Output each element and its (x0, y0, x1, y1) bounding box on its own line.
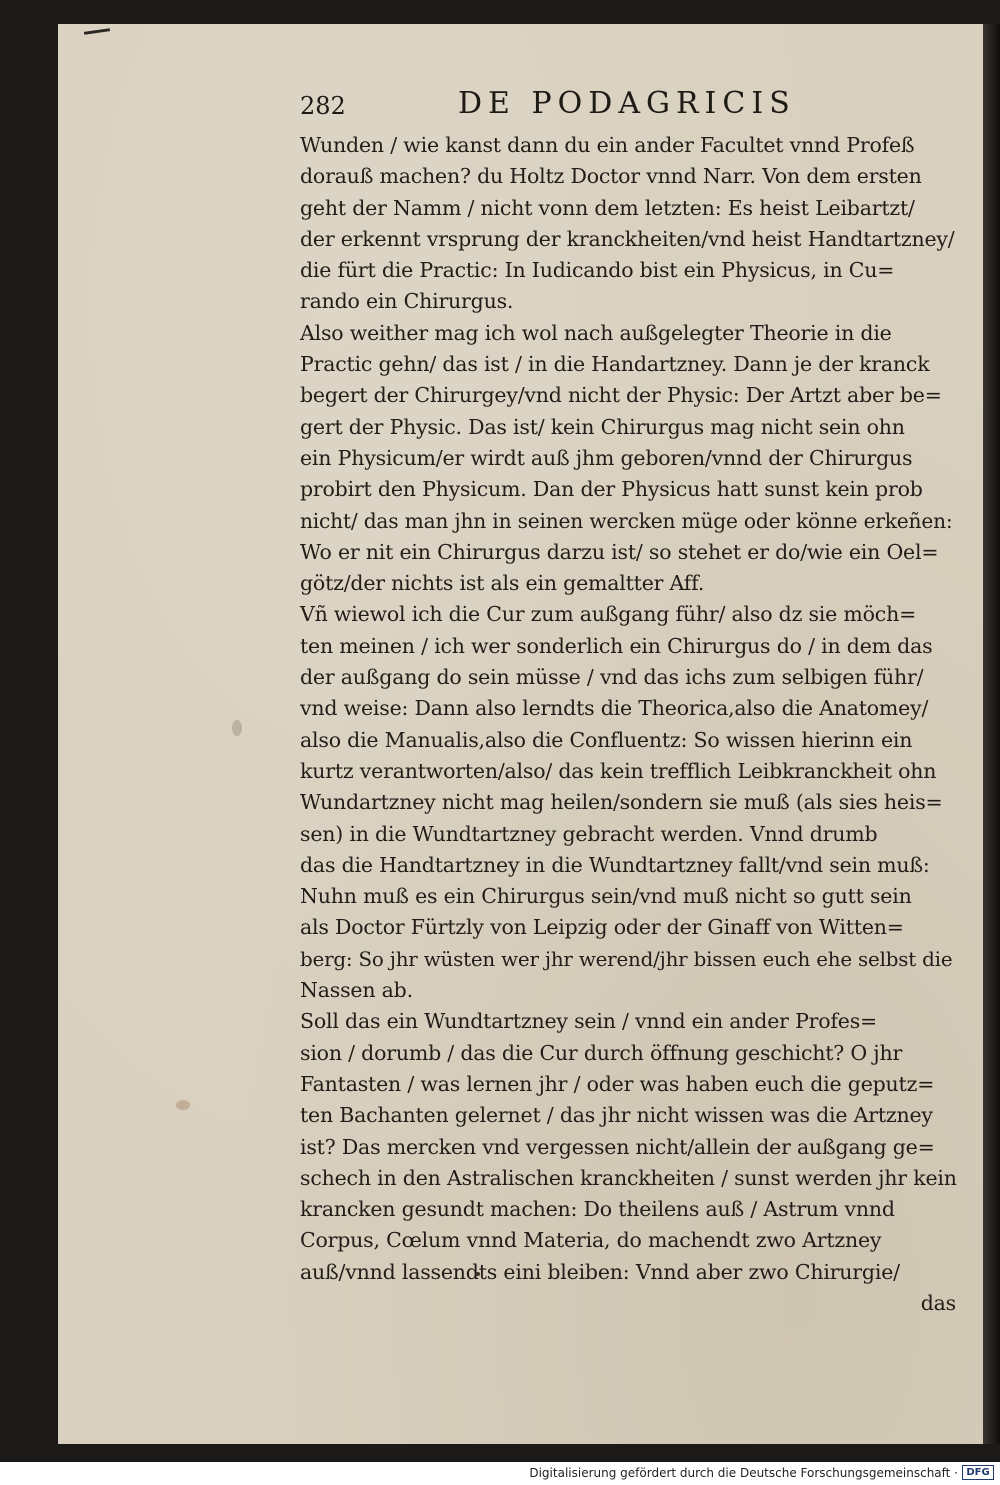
text-line: sion / dorumb / das die Cur durch öffnung geschicht? O jhr (300, 1040, 903, 1065)
footer-bar (0, 1462, 1000, 1485)
body-text (300, 130, 960, 1319)
text-line: Also weither mag ich wol nach außgelegter Theorie in die (300, 320, 892, 345)
text-line: Wunden / wie kanst dann du ein ander Facultet vnnd Profeß (300, 133, 915, 157)
text-line: götz/der nichts ist als ein gemaltter Aff. (300, 571, 705, 596)
text-line: probirt den Physicum. Dan der Physicus hatt sunst kein prob (300, 477, 923, 502)
text-line: der erkennt vrsprung der kranckheiten/vnd heist Handtartzney/ (300, 226, 955, 251)
text-line: die fürt die Practic: In Iudicando bist ein Physicus, in Cu= (300, 258, 895, 283)
paper-stain (176, 1100, 190, 1110)
paper-stain (232, 720, 242, 736)
text-line: Soll das ein Wundtartzney sein / vnnd ein ander Profes= (300, 1009, 878, 1034)
text-line: der außgang do sein müsse / vnd das ichs zum selbigen führ/ (300, 665, 924, 690)
text-line: Vñ wiewol ich die Cur zum außgang führ/ also dz sie möch= (300, 602, 917, 627)
text-line: also die Manualis,also die Confluentz: So wissen hierinn ein (300, 727, 913, 752)
funding-credit: Digitalisierung gefördert durch die Deutsche Forschungsgemeinschaft · (529, 1466, 958, 1480)
book-edge (983, 24, 1000, 1444)
text-line: gert der Physic. Das ist/ kein Chirurgus mag nicht sein ohn (300, 414, 905, 439)
text-line: schech in den Astralischen kranckheiten / sunst werden jhr kein (300, 1165, 957, 1190)
text-line: geht der Namm / nicht vonn dem letzten: Es heist Leibartzt/ (300, 195, 915, 220)
text-line: ein Physicum/er wirdt auß jhm geboren/vnnd der Chirurgus (300, 445, 913, 470)
text-line: rando ein Chirurgus. (300, 289, 514, 314)
text-line: vnd weise: Dann also lerndts die Theorica,also die Anatomey/ (300, 696, 929, 721)
text-line: ten meinen / ich wer sonderlich ein Chirurgus do / in dem das (300, 633, 933, 658)
text-line: krancken gesundt machen: Do theilens auß / Astrum vnnd (300, 1197, 895, 1222)
text-line: Wundartzney nicht mag heilen/sondern sie muß (als sies heis= (300, 790, 943, 815)
dfg-logo: DFG (962, 1465, 994, 1480)
page-number: 282 (300, 92, 346, 120)
text-line: begert der Chirurgey/vnd nicht der Physic: Der Artzt aber be= (300, 383, 942, 408)
text-line: Practic gehn/ das ist / in die Handartzney. Dann je der kranck (300, 352, 930, 377)
text-line: Wo er nit ein Chirurgus darzu ist/ so stehet er do/wie ein Oel= (300, 539, 939, 564)
running-head: DE PODAGRICIS (458, 86, 796, 121)
text-line: Corpus, Cœlum vnnd Materia, do machendt zwo Artzney (300, 1228, 882, 1253)
text-line: sen) in die Wundtartzney gebracht werden. Vnnd drumb (300, 821, 878, 846)
text-line: ist? Das mercken vnd vergessen nicht/allein der außgang ge= (300, 1134, 935, 1159)
catchword: das (920, 1290, 956, 1315)
text-line: ten Bachanten gelernet / das jhr nicht wissen was die Artzney (300, 1103, 933, 1128)
text-line: Nuhn muß es ein Chirurgus sein/vnd muß nicht so gutt sein (300, 884, 912, 909)
page-header (300, 86, 960, 126)
text-line: auß/vnnd lassendts eini bleiben: Vnnd aber zwo Chirurgie/ (300, 1259, 900, 1284)
text-line: das die Handtartzney in die Wundtartzney fallt/vnd sein muß: (300, 852, 930, 877)
text-line: als Doctor Fürtzly von Leipzig oder der Ginaff von Witten= (300, 915, 904, 940)
text-line: nicht/ das man jhn in seinen wercken müge oder könne erkeñen: (300, 508, 953, 533)
text-line: berg: So jhr wüsten wer jhr werend/jhr bissen euch ehe selbst die (300, 947, 953, 971)
text-line: dorauß machen? du Holtz Doctor vnnd Narr. Von dem ersten (300, 164, 922, 189)
text-line: Fantasten / was lernen jhr / oder was haben euch die geputz= (300, 1071, 935, 1096)
text-line: kurtz verantworten/also/ das kein trefflich Leibkranckheit ohn (300, 758, 937, 783)
text-line: Nassen ab. (300, 978, 413, 1003)
